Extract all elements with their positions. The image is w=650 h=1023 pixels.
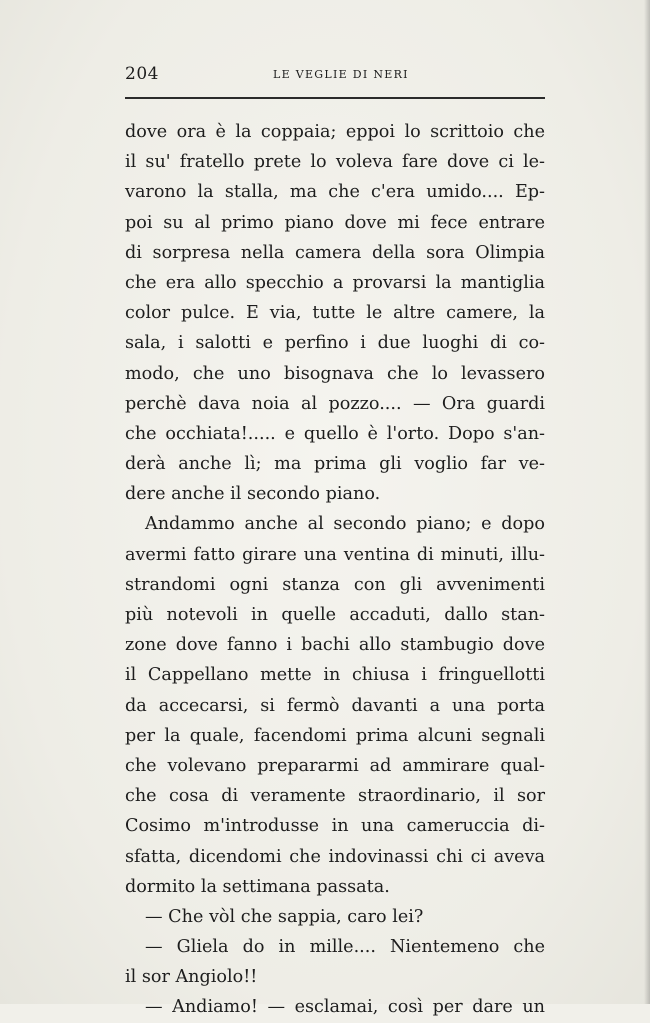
text-line: dormito la settimana passata. xyxy=(125,876,390,897)
text-line: — Andiamo! — esclamai, così per dare un xyxy=(145,997,545,1018)
page-header xyxy=(125,62,545,88)
text-line: di sorpresa nella camera della sora Olimpia xyxy=(125,242,545,263)
text-line: per la quale, facendomi prima alcuni segnali xyxy=(125,725,545,746)
header-rule xyxy=(125,97,545,99)
page-number: 204 xyxy=(125,64,159,84)
text-line: il Cappellano mette in chiusa i fringuellotti xyxy=(125,665,545,686)
text-line: strandomi ogni stanza con gli avvenimenti xyxy=(125,574,545,595)
text-line: derà anche lì; ma prima gli voglio far ve- xyxy=(125,454,545,475)
text-line: modo, che uno bisognava che lo levassero xyxy=(125,363,545,384)
text-line: sala, i salotti e perfino i due luoghi di co- xyxy=(125,333,545,354)
text-line: dere anche il secondo piano. xyxy=(125,484,381,505)
text-line: avermi fatto girare una ventina di minuti, illu- xyxy=(125,544,545,565)
text-line: dove ora è la coppaia; eppoi lo scrittoio che xyxy=(125,122,545,142)
text-line: zone dove fanno i bachi allo stambugio dove xyxy=(125,635,545,656)
text-line: da accecarsi, si fermò davanti a una porta xyxy=(125,695,545,716)
text-line: il su' fratello prete lo voleva fare dove ci le- xyxy=(125,152,545,173)
text-line: perchè dava noia al pozzo.... — Ora guardi xyxy=(125,393,545,414)
text-line: color pulce. E via, tutte le altre camere, la xyxy=(125,303,545,324)
page-edge-shadow xyxy=(644,0,650,1004)
text-line: Andammo anche al secondo piano; e dopo xyxy=(145,514,545,535)
text-line: che occhiata!..... e quello è l'orto. Dopo s'an- xyxy=(125,423,545,444)
body-text xyxy=(125,117,545,1023)
text-line: — Che vòl che sappia, caro lei? xyxy=(145,906,424,927)
running-title: LE VEGLIE DI NERI xyxy=(273,68,409,81)
text-line: che cosa di veramente straordinario, il sor xyxy=(125,786,545,807)
text-line: più notevoli in quelle accaduti, dallo stan- xyxy=(125,605,545,625)
text-line: Cosimo m'introdusse in una cameruccia di- xyxy=(125,816,545,837)
text-line: poi su al primo piano dove mi fece entrare xyxy=(125,212,545,233)
text-line: sfatta, dicendomi che indovinassi chi ci aveva xyxy=(125,846,545,867)
text-line: il sor Angiolo!! xyxy=(125,967,258,988)
text-line: che era allo specchio a provarsi la mantiglia xyxy=(125,272,545,293)
text-line: — Gliela do in mille.... Nientemeno che xyxy=(145,937,545,958)
text-line: che volevano prepararmi ad ammirare qual- xyxy=(125,755,545,776)
text-line: varono la stalla, ma che c'era umido.... Ep- xyxy=(125,182,545,203)
